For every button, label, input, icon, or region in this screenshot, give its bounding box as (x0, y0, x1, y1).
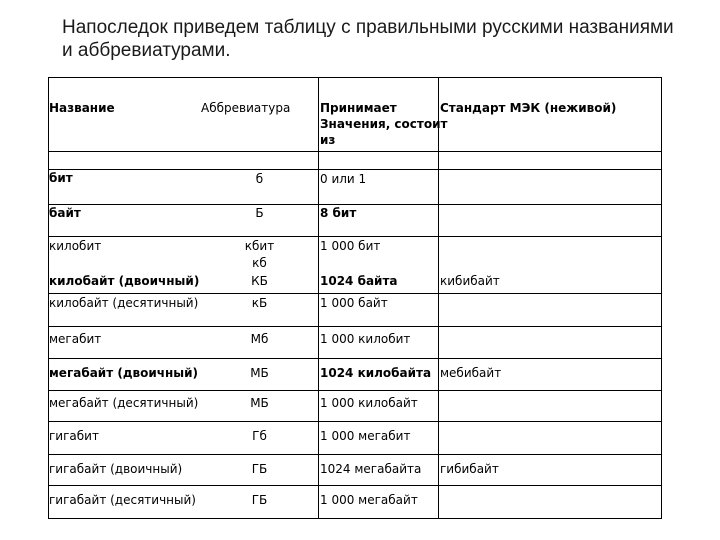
column-divider (318, 77, 319, 519)
table-rule (48, 358, 662, 359)
row-abbr: Мб (250, 332, 269, 346)
row-abbr: Б (255, 206, 264, 220)
units-table (48, 77, 662, 519)
header-iec: Стандарт МЭК (неживой) (440, 101, 617, 115)
row-abbr: кбит (244, 239, 275, 253)
row-abbr: МБ (250, 366, 269, 380)
row-name: гигабайт (двоичный) (49, 462, 183, 476)
row-name: килобайт (десятичный) (49, 296, 199, 310)
row-name: бит (49, 171, 73, 185)
table-rule (48, 485, 662, 486)
row-iec: мебибайт (440, 366, 502, 380)
row-values: 1 000 бит (320, 239, 381, 253)
row-values: 1024 мегабайта (320, 462, 422, 476)
header-values (320, 100, 447, 148)
table-rule (48, 151, 662, 152)
table-border-top (48, 77, 662, 78)
row-name: гигабайт (десятичный) (49, 493, 196, 507)
row-values: 1 000 килобайт (320, 396, 418, 410)
table-rule (48, 236, 662, 237)
header-values-line-1: Принимает (320, 101, 397, 115)
row-abbr: МБ (250, 396, 269, 410)
row-name: мегабайт (двоичный) (49, 366, 199, 380)
slide-title (62, 16, 702, 62)
row-name: килобит (49, 239, 102, 253)
title-line-2: и аббревиатурами. (62, 40, 231, 61)
table-border-bottom (48, 518, 662, 519)
row-values: 1 000 мегабайт (320, 493, 418, 507)
row-values: 1 000 килобит (320, 332, 411, 346)
row-values: 1 000 мегабит (320, 429, 411, 443)
table-border-right (661, 77, 662, 519)
table-rule (48, 454, 662, 455)
table-rule (48, 326, 662, 327)
row-abbr: ГБ (251, 493, 268, 507)
table-rule (48, 390, 662, 391)
header-values-line-2: Значения, состоит (320, 117, 448, 131)
row-abbr: ГБ (251, 462, 268, 476)
header-abbr: Аббревиатура (201, 101, 291, 115)
header-name: Название (49, 101, 115, 115)
table-rule (48, 169, 662, 170)
row-iec: кибибайт (440, 274, 500, 288)
row-name: килобайт (двоичный) (49, 274, 200, 288)
row-name: гигабит (49, 429, 99, 443)
row-abbr: кб (252, 256, 267, 270)
row-abbr: КБ (251, 274, 268, 288)
row-values: 8 бит (320, 206, 357, 220)
row-name: мегабайт (десятичный) (49, 396, 199, 410)
row-values: 1024 байта (320, 274, 398, 288)
row-values: 1 000 байт (320, 296, 388, 310)
header-values-line-3: из (320, 133, 336, 147)
row-abbr: б (255, 172, 264, 186)
row-name: мегабит (49, 332, 102, 346)
table-rule (48, 293, 662, 294)
row-iec: гибибайт (440, 462, 499, 476)
table-rule (48, 421, 662, 422)
title-line-1: Напоследок приведем таблицу с правильными русскими названиями (62, 17, 674, 38)
row-abbr: кБ (251, 296, 268, 310)
row-abbr: Гб (252, 429, 267, 443)
row-values: 1024 килобайта (320, 366, 432, 380)
row-name: байт (49, 206, 81, 220)
row-values: 0 или 1 (320, 172, 367, 186)
